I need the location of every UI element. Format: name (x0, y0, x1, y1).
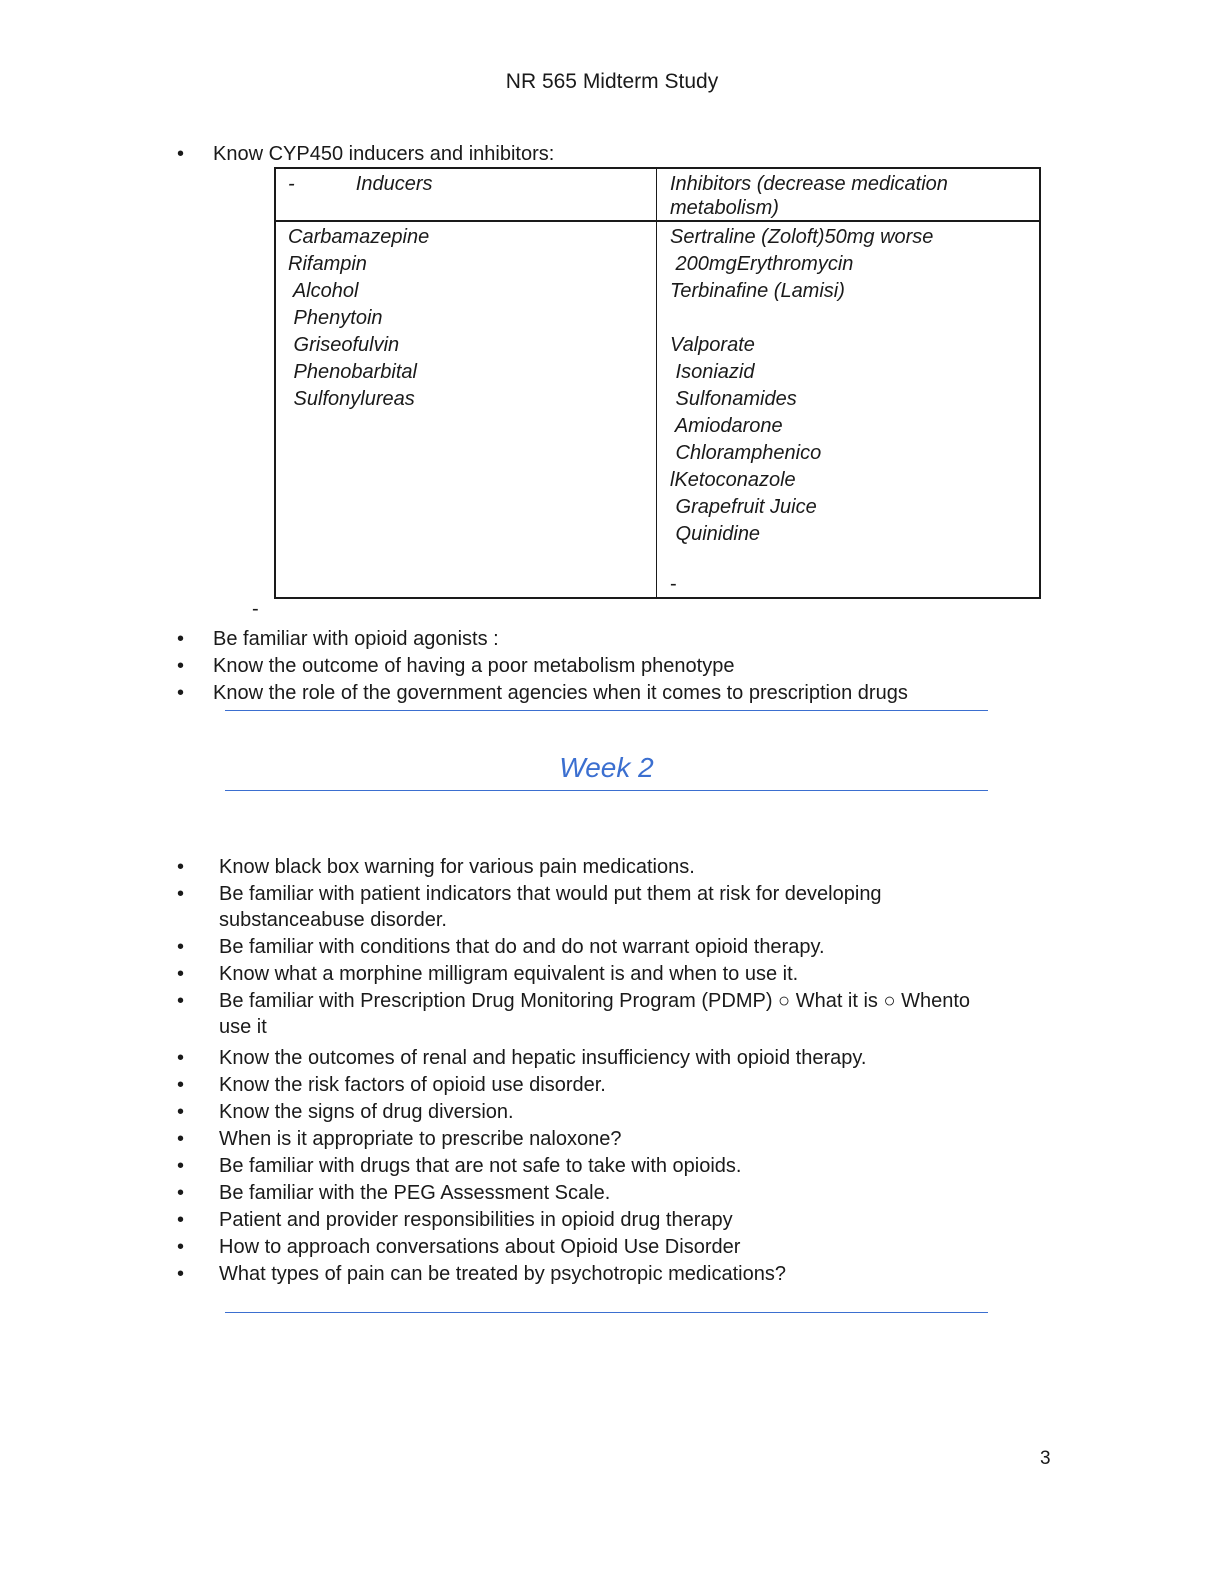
table-header-inhibitors: Inhibitors (decrease medication metabolism) (670, 173, 948, 219)
list-item-text: Be familiar with drugs that are not safe to take with opioids. (219, 1155, 742, 1177)
bullet-glyph: • (177, 1101, 185, 1123)
after-table-dash: - (252, 598, 259, 620)
intro-bullet-text: Know CYP450 inducers and inhibitors: (213, 143, 555, 165)
bullet-glyph: • (177, 856, 185, 878)
list-item-text: How to approach conversations about Opioid Use Disorder (219, 1236, 741, 1258)
bullet-glyph: • (177, 1263, 185, 1285)
list-item-text: Be familiar with the PEG Assessment Scale. (219, 1182, 611, 1204)
bullet-glyph: • (177, 1128, 185, 1150)
section-divider (225, 1312, 988, 1313)
list-item-text: Know the role of the government agencies when it comes to prescription drugs (213, 682, 908, 704)
list-item-text: Know the signs of drug diversion. (219, 1101, 514, 1123)
bullet-glyph: • (177, 655, 185, 677)
bullet-glyph: • (177, 1236, 185, 1258)
table-header-inducers: - Inducers (288, 173, 433, 195)
list-item-text: Know what a morphine milligram equivalent is and when to use it. (219, 963, 799, 985)
list-item-text: Know the outcomes of renal and hepatic insufficiency with opioid therapy. (219, 1047, 867, 1069)
list-item-text: Patient and provider responsibilities in opioid drug therapy (219, 1209, 733, 1231)
bullet-glyph: • (177, 628, 185, 650)
bullet-glyph: • (177, 1074, 185, 1096)
section-divider (225, 790, 988, 791)
list-item-text: Be familiar with Prescription Drug Monitoring Program (PDMP) ○ What it is ○ Whento use it (219, 990, 971, 1038)
week-heading: Week 2 (559, 752, 654, 783)
inhibitors-list: Sertraline (Zoloft)50mg worse 200mgErythromycin Terbinafine (Lamisi) Valporate Isoniazid Sulfonamides Amiodarone Chloramphenico lKetoconazole Grapefruit Juice Quinidine (670, 226, 934, 545)
cyp450-table (274, 167, 1041, 599)
list-item-text: Be familiar with opioid agonists : (213, 628, 499, 650)
inducers-list: Carbamazepine Rifampin Alcohol Phenytoin Griseofulvin Phenobarbital Sulfonylureas (288, 226, 430, 410)
list-item-text: What types of pain can be treated by psychotropic medications? (219, 1263, 786, 1285)
bullet-glyph: • (177, 1047, 185, 1069)
list-item-text: Know the outcome of having a poor metabolism phenotype (213, 655, 735, 677)
table-header-divider (276, 220, 1039, 222)
table-column-divider (656, 169, 657, 597)
bullet-glyph: • (177, 682, 185, 704)
list-item-text: When is it appropriate to prescribe naloxone? (219, 1128, 622, 1150)
bullet-glyph: • (177, 963, 185, 985)
bullet-glyph: • (177, 936, 185, 958)
list-item-text: Be familiar with patient indicators that would put them at risk for developing substanceabuse disorder. (219, 883, 882, 931)
list-item-text: Know black box warning for various pain medications. (219, 856, 695, 878)
inhibitors-trailing-dash: - (670, 573, 677, 595)
bullet-glyph: • (177, 883, 185, 905)
bullet-glyph: • (177, 990, 185, 1012)
section-divider (225, 710, 988, 711)
bullet-glyph: • (177, 1209, 185, 1231)
page-number: 3 (1040, 1448, 1051, 1469)
bullet-glyph: • (177, 1182, 185, 1204)
bullet-glyph: • (177, 143, 185, 165)
list-item-text: Know the risk factors of opioid use disorder. (219, 1074, 606, 1096)
list-item-text: Be familiar with conditions that do and do not warrant opioid therapy. (219, 936, 825, 958)
bullet-glyph: • (177, 1155, 185, 1177)
page-header-title: NR 565 Midterm Study (505, 70, 719, 93)
